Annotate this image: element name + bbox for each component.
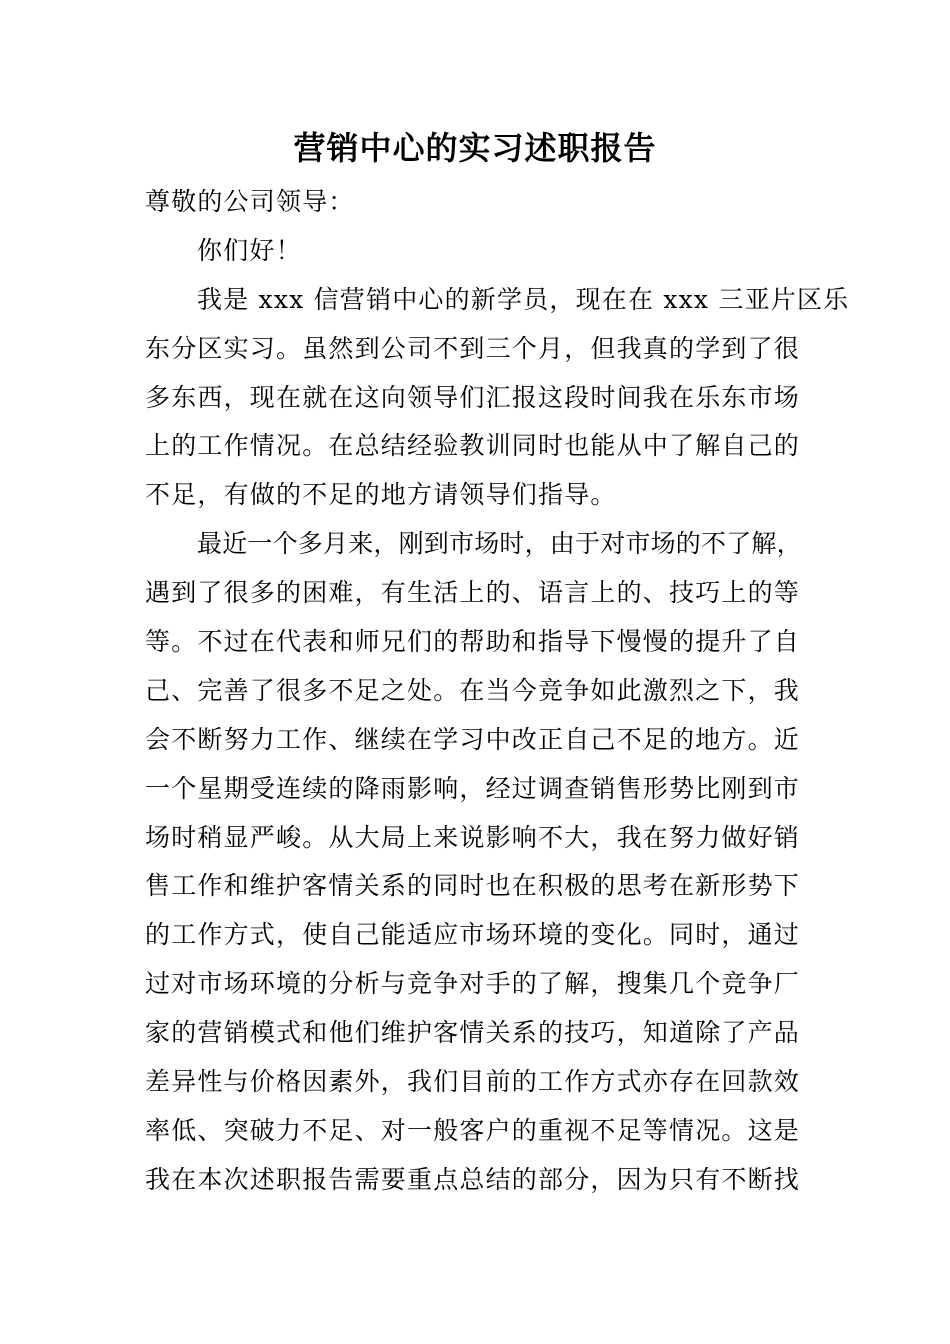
text-line: 差异性与价格因素外，我们目前的工作方式亦存在回款效: [145, 1067, 801, 1097]
document-title: 营销中心的实习述职报告: [293, 129, 657, 167]
text-line: 己、完善了很多不足之处。在当今竞争如此激烈之下，我: [145, 675, 801, 705]
text-line: 场时稍显严峻。从大局上来说影响不大，我在努力做好销: [145, 822, 801, 852]
text-line: 最近一个多月来，刚到市场时，由于对市场的不了解，: [197, 529, 802, 559]
text-line: 一个星期受连续的降雨影响，经过调查销售形势比刚到市: [145, 773, 801, 803]
text-line: 不足，有做的不足的地方请领导们指导。: [145, 480, 617, 510]
text-line: 我是 xxx 信营销中心的新学员，现在在 xxx 三亚片区乐: [197, 284, 850, 314]
text-line: 的工作方式，使自己能适应市场环境的变化。同时，通过: [145, 920, 801, 950]
text-line: 东分区实习。虽然到公司不到三个月，但我真的学到了很: [145, 333, 801, 363]
text-line: 过对市场环境的分析与竞争对手的了解，搜集几个竞争厂: [145, 969, 801, 999]
text-line: 等。不过在代表和师兄们的帮助和指导下慢慢的提升了自: [145, 627, 801, 657]
text-line: 率低、突破力不足、对一般客户的重视不足等情况。这是: [145, 1115, 801, 1145]
text-line: 家的营销模式和他们维护客情关系的技巧，知道除了产品: [145, 1018, 801, 1048]
text-line: 会不断努力工作、继续在学习中改正自己不足的地方。近: [145, 724, 801, 754]
text-line: 上的工作情况。在总结经验教训同时也能从中了解自己的: [145, 431, 801, 461]
text-line: 售工作和维护客情关系的同时也在积极的思考在新形势下: [145, 871, 801, 901]
text-line: 多东西，现在就在这向领导们汇报这段时间我在乐东市场: [145, 382, 801, 412]
text-line: 遇到了很多的困难，有生活上的、语言上的、技巧上的等: [145, 578, 801, 608]
text-line: 我在本次述职报告需要重点总结的部分，因为只有不断找: [145, 1164, 801, 1194]
greeting-line: 你们好！: [197, 235, 302, 265]
salutation-line: 尊敬的公司领导：: [145, 187, 355, 216]
document-body: [145, 178, 850, 1205]
